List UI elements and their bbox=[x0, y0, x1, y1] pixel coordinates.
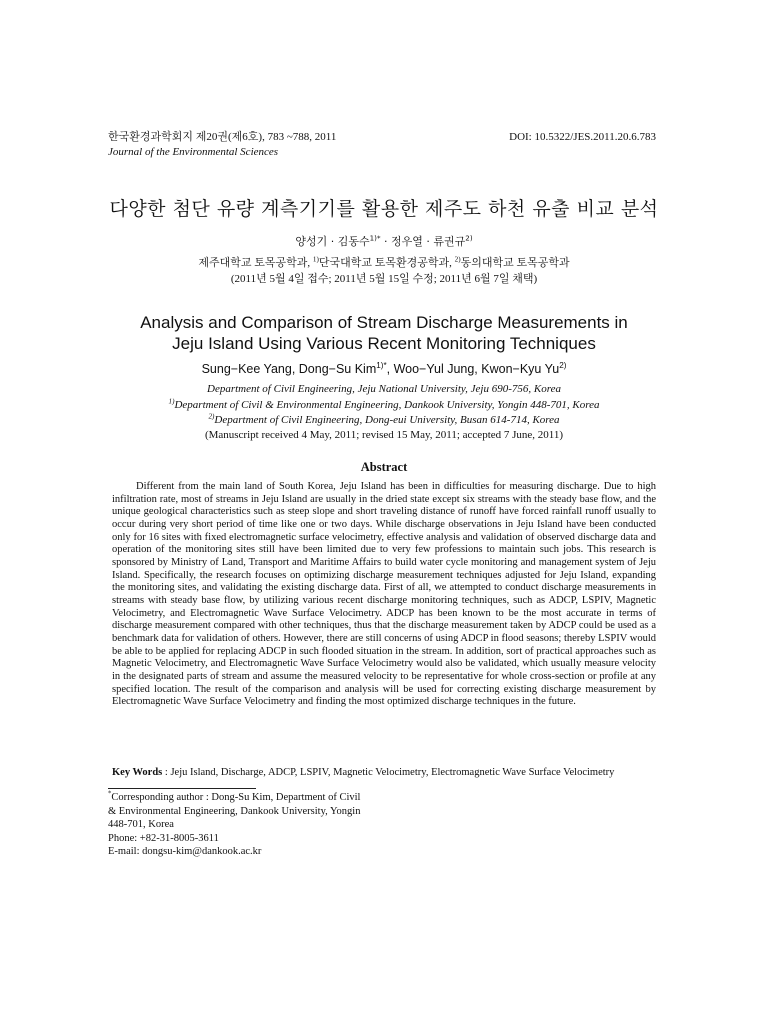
dates-korean: (2011년 5월 4일 접수; 2011년 5월 15일 수정; 2011년 6월 7일 채택) bbox=[230, 273, 538, 285]
affil-ko-3: 동의대학교 토목공학과 bbox=[460, 257, 570, 269]
footnote-mark: * bbox=[108, 790, 112, 798]
doi[interactable]: DOI: 10.5322/JES.2011.20.6.783 bbox=[509, 131, 656, 143]
abstract-heading: Abstract bbox=[360, 460, 408, 474]
affil-ko-1: 제주대학교 토목공학과, bbox=[198, 257, 313, 269]
author-names-2: · 정우열 · 류권규 bbox=[380, 235, 466, 248]
affil-ko-mark-2: 2) bbox=[454, 255, 461, 264]
title-english-line-2: Jeju Island Using Various Recent Monitoring Techniques bbox=[172, 334, 596, 353]
affil-en-text-3: Department of Civil Engineering, Dong-eui University, Busan 614-714, Korea bbox=[214, 414, 560, 426]
footnote-email[interactable]: E-mail: dongsu-kim@dankook.ac.kr bbox=[108, 846, 262, 857]
author-mark-1: 1)* bbox=[369, 233, 381, 243]
author-mark-2: 2) bbox=[465, 233, 473, 243]
footnote-divider bbox=[108, 788, 256, 789]
footnote-phone: Phone: +82-31-8005-3611 bbox=[108, 832, 219, 844]
affil-en-line-2 bbox=[0, 398, 768, 414]
manuscript-dates: (Manuscript received 4 May, 2011; revised 15 May, 2011; accepted 7 June, 2011) bbox=[204, 429, 564, 441]
affil-en-line-3 bbox=[0, 413, 768, 429]
keywords-label: Key Words bbox=[112, 767, 163, 778]
authors-english bbox=[0, 362, 768, 376]
title-english-line-1: Analysis and Comparison of Stream Discharge Measurements in bbox=[140, 313, 628, 332]
footnote-line-1 bbox=[108, 791, 360, 805]
affiliations-korean bbox=[0, 254, 768, 270]
footnote-text-1: Corresponding author : Dong-Su Kim, Department of Civil bbox=[111, 792, 361, 803]
keywords bbox=[112, 766, 672, 779]
journal-citation-korean: 한국환경과학회지 제20권(제6호), 783 ~788, 2011 bbox=[108, 131, 337, 143]
affil-ko-2: 단국대학교 토목환경공학과, bbox=[318, 257, 455, 269]
keywords-text: : Jeju Island, Discharge, ADCP, LSPIV, Magnetic Velocimetry, Electromagnetic Wave Surface Velocimetry bbox=[162, 767, 615, 778]
title-korean: 다양한 첨단 유량 계측기기를 활용한 제주도 하천 유출 비교 분석 bbox=[109, 198, 659, 220]
author-names-1: 양성기 · 김동수 bbox=[295, 235, 370, 248]
author-en-names-1: Sung−Kee Yang, Dong−Su Kim bbox=[201, 362, 377, 376]
affiliations-english bbox=[0, 382, 768, 429]
footnote-line-3: 448-701, Korea bbox=[108, 819, 174, 830]
abstract-body: Different from the main land of South Korea, Jeju Island has been in difficulties for measuring discharge. Due to high infiltration rate, most of streams in Jeju Island are usually in the dried state except six streams with the steady base flow, and the unique geological characteristics such as steep slope and short traveling distance of runoff have forced rainfall runoff usually to occur during very short period of time like one or two days. While discharge observations in Jeju Island have been conducted only for 16 sites with fixed electromagnetic surface velocimetry, effective analysis and validation of observed discharge data and operation of the monitoring sites still have been limited due to very few professions to maintain such jobs. This research is sponsored by Ministry of Land, Transport and Maritime Affairs to build water cycle monitoring and management system of Jeju Island. Specifically, the research focuses on optimizing discharge measurement techniques adjusted for Jeju Island, expanding the monitoring sites, and validating the existing discharge data. First of all, we attempted to conduct discharge measurements in streams with steady base flow, by utilizing various recent discharge monitoring techniques, such as ADCP, LSPIV, Magnetic Velocimetry, and Electromagnetic Wave Surface Velocimetry. ADCP has been known to be the most accurate in terms of discharge measurement compared with other techniques, thus that the discharge measurement taken by ADCP could be used as a benchmark data for validation of others. However, there are still concerns of using ADCP in flood seasons; thereby LSPIV would be able to be applied for replacing ADCP in such flooded situation in the stream. In addition, sort of practical approaches such as Magnetic Velocimetry, and Electromagnetic Wave Surface Velocimetry would also be validated, which usually measure velocity in the designated parts of stream and assume the measured velocity to be representative for whole cross-section or profile at any specified location. The result of the comparison and analysis will be used for correcting existing discharge measurement by Electromagnetic Wave Surface Velocimetry and finding the most optimized discharge techniques in the future. bbox=[112, 481, 656, 708]
footnote-line-2: & Environmental Engineering, Dankook University, Yongin bbox=[108, 805, 361, 817]
title-english bbox=[0, 312, 768, 354]
affil-en-mark-1: 1) bbox=[168, 396, 175, 405]
affil-en-mark-2: 2) bbox=[208, 412, 215, 421]
affil-ko-mark-1: 1) bbox=[312, 255, 319, 264]
authors-korean bbox=[0, 233, 768, 249]
author-en-names-2: , Woo−Yul Jung, Kwon−Kyu Yu bbox=[386, 362, 560, 376]
journal-name: Journal of the Environmental Sciences bbox=[108, 146, 279, 158]
affil-en-text-2: Department of Civil & Environmental Engineering, Dankook University, Yongin 448-701, Korea bbox=[174, 398, 600, 411]
affil-en-line-1: Department of Civil Engineering, Jeju National University, Jeju 690-756, Korea bbox=[207, 383, 561, 395]
author-en-mark-2: 2) bbox=[559, 360, 567, 370]
corresponding-author-footnote bbox=[108, 791, 360, 859]
author-en-mark-1: 1)* bbox=[376, 360, 387, 370]
